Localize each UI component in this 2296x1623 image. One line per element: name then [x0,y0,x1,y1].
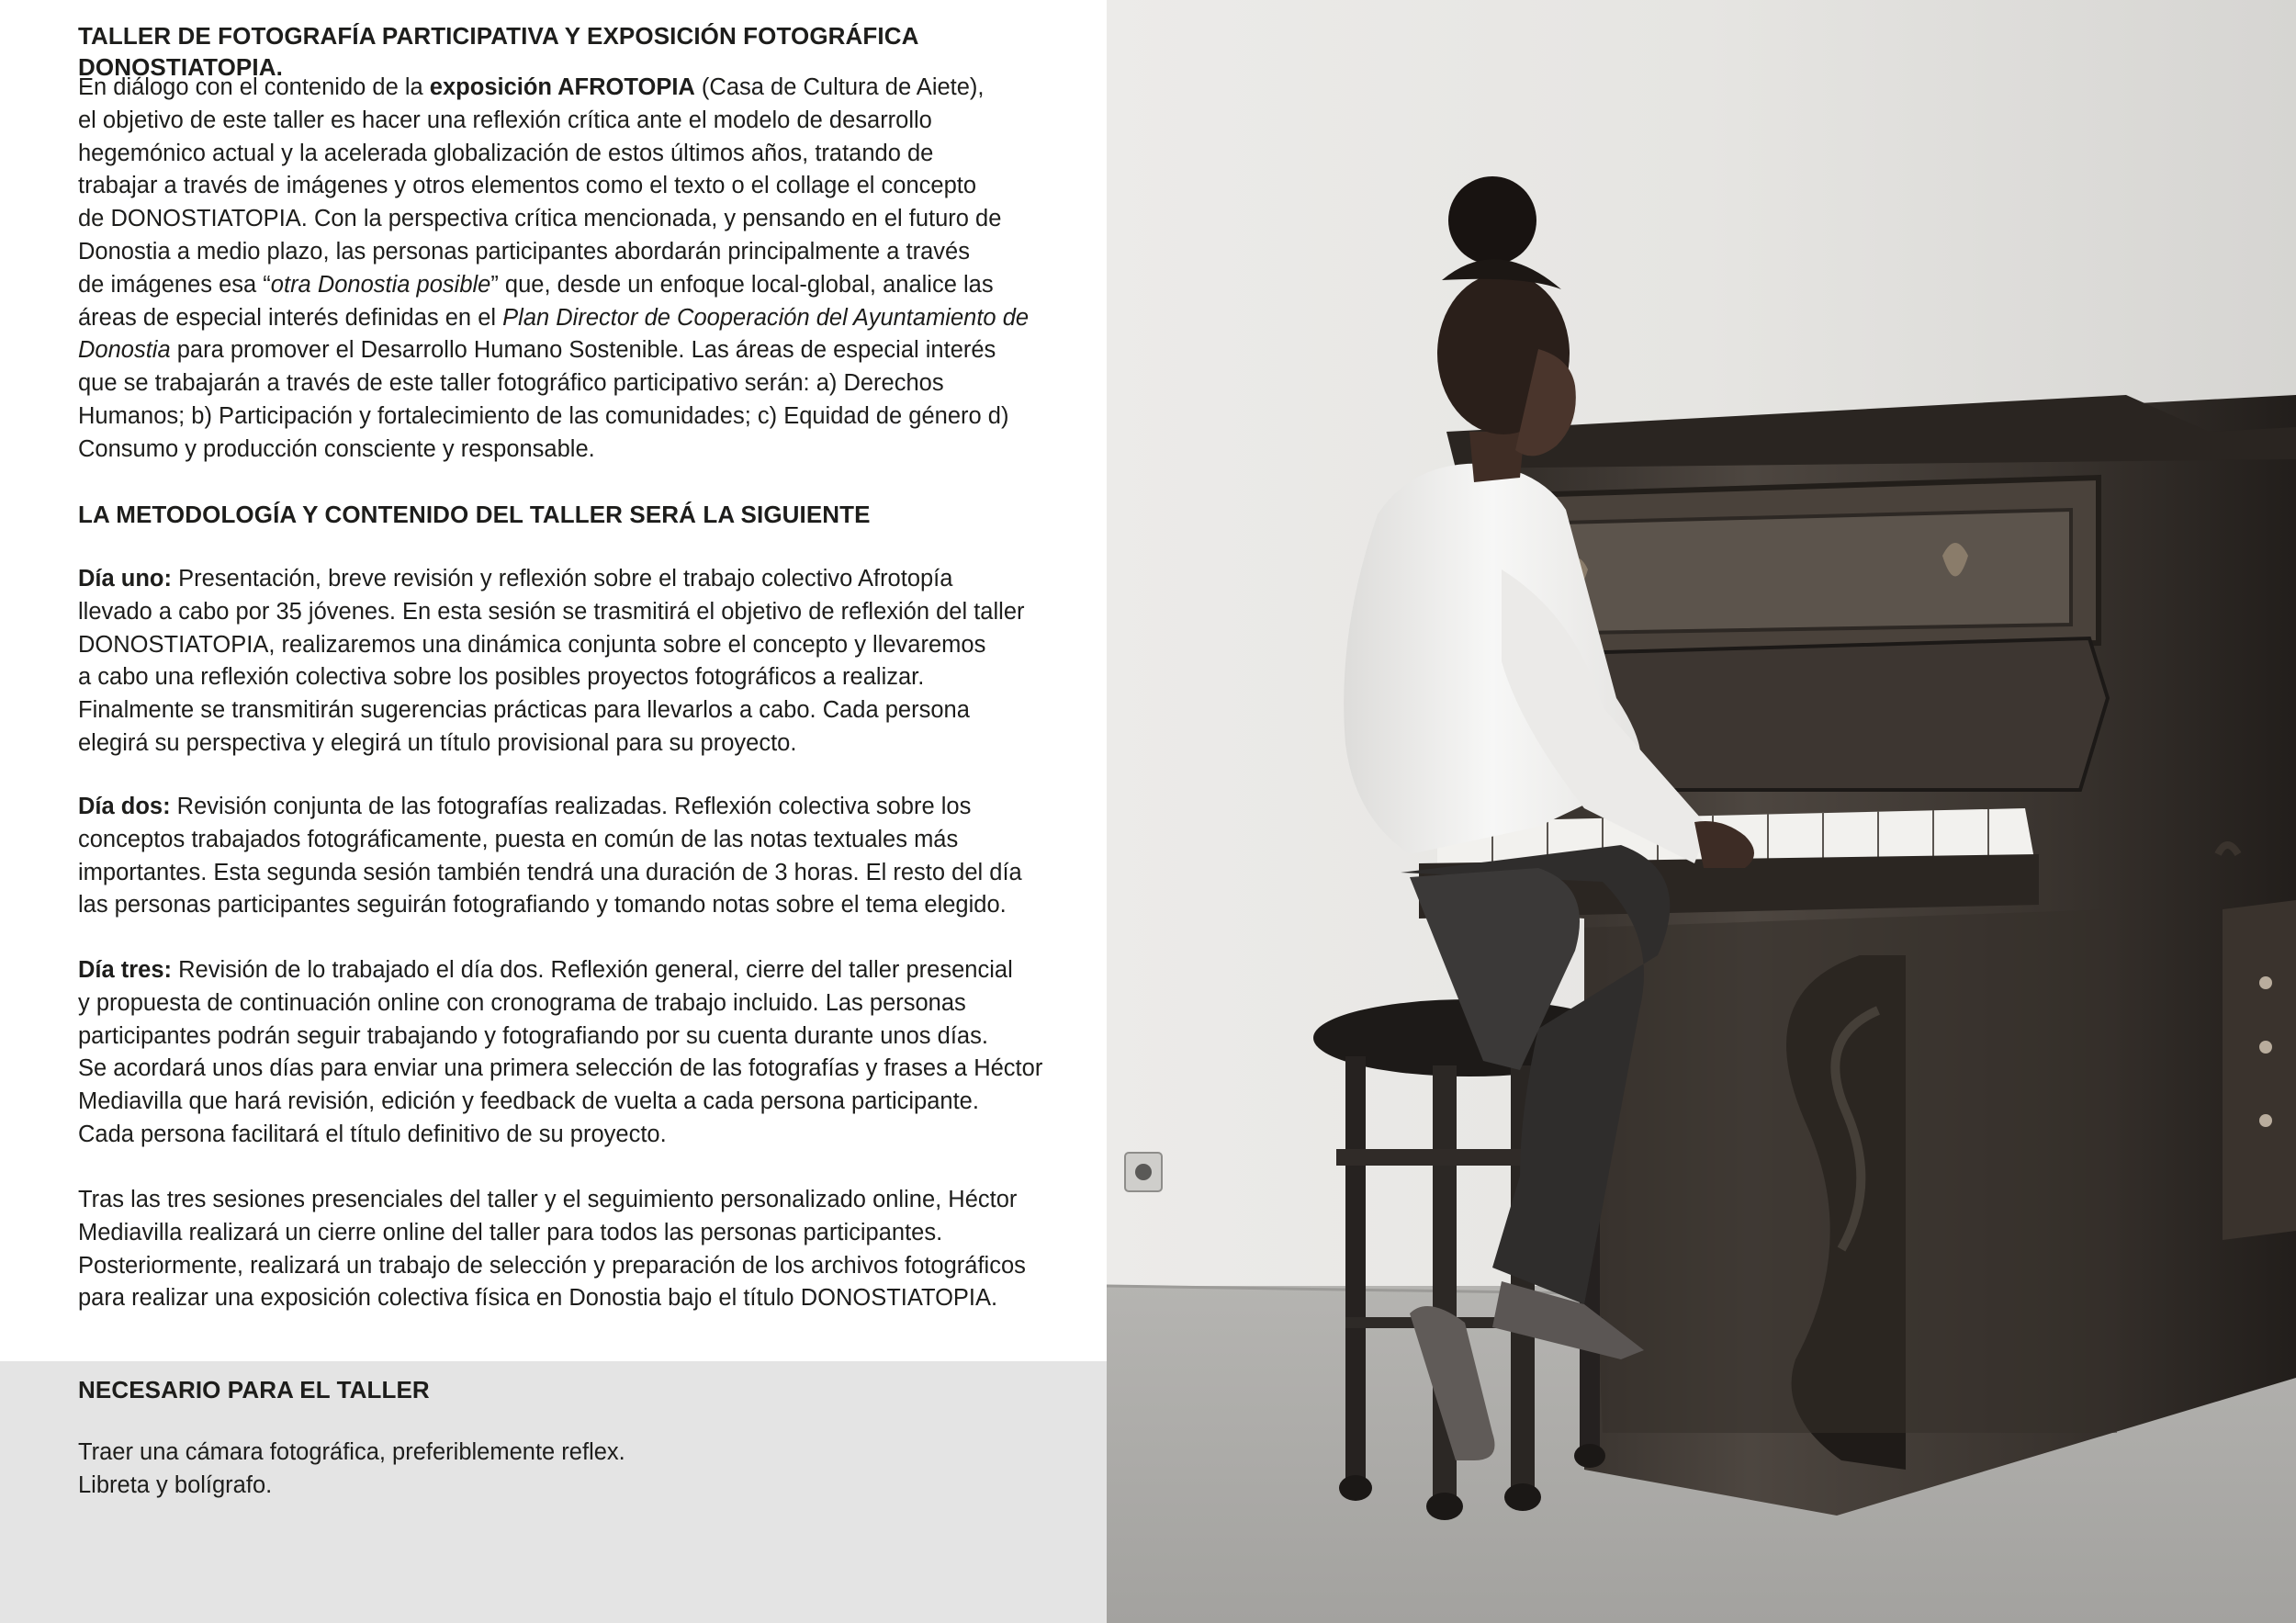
intro-line: Humanos; b) Participación y fortalecimiento de las comunidades; c) Equidad de género d) [78,402,1009,429]
day-two-line: Día dos: Revisión conjunta de las fotografías realizadas. Reflexión colectiva sobre los [78,794,972,819]
intro-line: trabajar a través de imágenes y otros elementos como el texto o el collage el concepto [78,173,977,199]
intro-line: Donostia a medio plazo, las personas participantes abordarán principalmente a través [78,238,970,265]
day-two-line: conceptos trabajados fotográficamente, puesta en común de las notas textuales más [78,826,959,852]
intro-line: Consumo y producción consciente y responsable. [78,435,595,462]
text-column [0,0,1107,1361]
day-two-label: Día dos: [78,794,171,819]
main-heading: TALLER DE FOTOGRAFÍA PARTICIPATIVA Y EXPOSICIÓN FOTOGRÁFICA DONOSTIATOPIA. [78,22,918,81]
intro-line: áreas de especial interés definidas en el Plan Director de Cooperación del Ayuntamiento de [78,304,1030,331]
piano-photo-illustration [1107,0,2296,1623]
requirements-heading: NECESARIO PARA EL TALLER [78,1376,430,1403]
closing-line: Posteriormente, realizará un trabajo de selección y preparación de los archivos fotográficos [78,1252,1026,1279]
day-one-paragraph [78,563,1102,761]
day-two-line: las personas participantes seguirán fotografiando y tomando notas sobre el tema elegido. [78,892,1007,919]
requirement-item: Libreta y bolígrafo. [78,1471,273,1498]
intro-line: el objetivo de este taller es hacer una reflexión crítica ante el modelo de desarrollo [78,107,932,133]
day-three-line: Cada persona facilitará el título definitivo de su proyecto. [78,1121,667,1147]
intro-paragraph [78,72,1102,467]
closing-line: para realizar una exposición colectiva física en Donostia bajo el título DONOSTIATOPIA. [78,1285,998,1312]
intro-line: En diálogo con el contenido de la exposición AFROTOPIA (Casa de Cultura de Aiete), [78,74,985,100]
day-one-line: elegirá su perspectiva y elegirá un título provisional para su proyecto. [78,729,797,756]
day-two-paragraph [78,791,1102,922]
day-three-label: Día tres: [78,957,173,983]
day-one-line: DONOSTIATOPIA, realizaremos una dinámica conjunta sobre el concepto y llevaremos [78,631,986,658]
day-three-line: Día tres: Revisión de lo trabajado el día dos. Reflexión general, cierre del taller presencial [78,957,1013,983]
day-three-paragraph [78,954,1102,1152]
day-three-line: participantes podrán seguir trabajando y fotografiando por su cuenta durante unos días. [78,1022,988,1049]
day-one-line: Finalmente se transmitirán sugerencias prácticas para llevarlos a cabo. Cada persona [78,697,970,724]
intro-line: Donostia para promover el Desarrollo Humano Sostenible. Las áreas de especial interés [78,337,996,364]
closing-paragraph [78,1184,1102,1315]
day-three-line: y propuesta de continuación online con cronograma de trabajo incluido. Las personas [78,989,966,1016]
intro-line: que se trabajarán a través de este taller fotográfico participativo serán: a) Derechos [78,370,944,397]
intro-line: de DONOSTIATOPIA. Con la perspectiva crítica mencionada, y pensando en el futuro de [78,206,1002,232]
requirement-item: Traer una cámara fotográfica, preferiblemente reflex. [78,1439,625,1465]
intro-line: de imágenes esa “otra Donostia posible” que, desde un enfoque local-global, analice las [78,271,994,298]
day-two-line: importantes. Esta segunda sesión también tendrá una duración de 3 horas. El resto del día [78,859,1022,885]
day-one-line: Día uno: Presentación, breve revisión y reflexión sobre el trabajo colectivo Afrotopía [78,566,953,592]
closing-line: Mediavilla realizará un cierre online del taller para todos las personas participantes. [78,1219,943,1245]
requirements-box [0,1361,1107,1623]
day-three-line: Se acordará unos días para enviar una primera selección de las fotografías y frases a Héctor [78,1055,1043,1082]
day-three-line: Mediavilla que hará revisión, edición y feedback de vuelta a cada persona participante. [78,1088,979,1115]
day-one-label: Día uno: [78,566,172,592]
methodology-heading: LA METODOLOGÍA Y CONTENIDO DEL TALLER SERÁ LA SIGUIENTE [78,501,871,528]
day-one-line: a cabo una reflexión colectiva sobre los posibles proyectos fotográficos a realizar. [78,664,925,691]
closing-line: Tras las tres sesiones presenciales del taller y el seguimiento personalizado online, Héctor [78,1187,1018,1212]
day-one-line: llevado a cabo por 35 jóvenes. En esta sesión se trasmitirá el objetivo de reflexión del taller [78,598,1025,625]
intro-line: hegemónico actual y la acelerada globalización de estos últimos años, tratando de [78,140,934,166]
requirements-list [78,1437,1102,1503]
photo-woman-playing-piano [1107,0,2296,1623]
